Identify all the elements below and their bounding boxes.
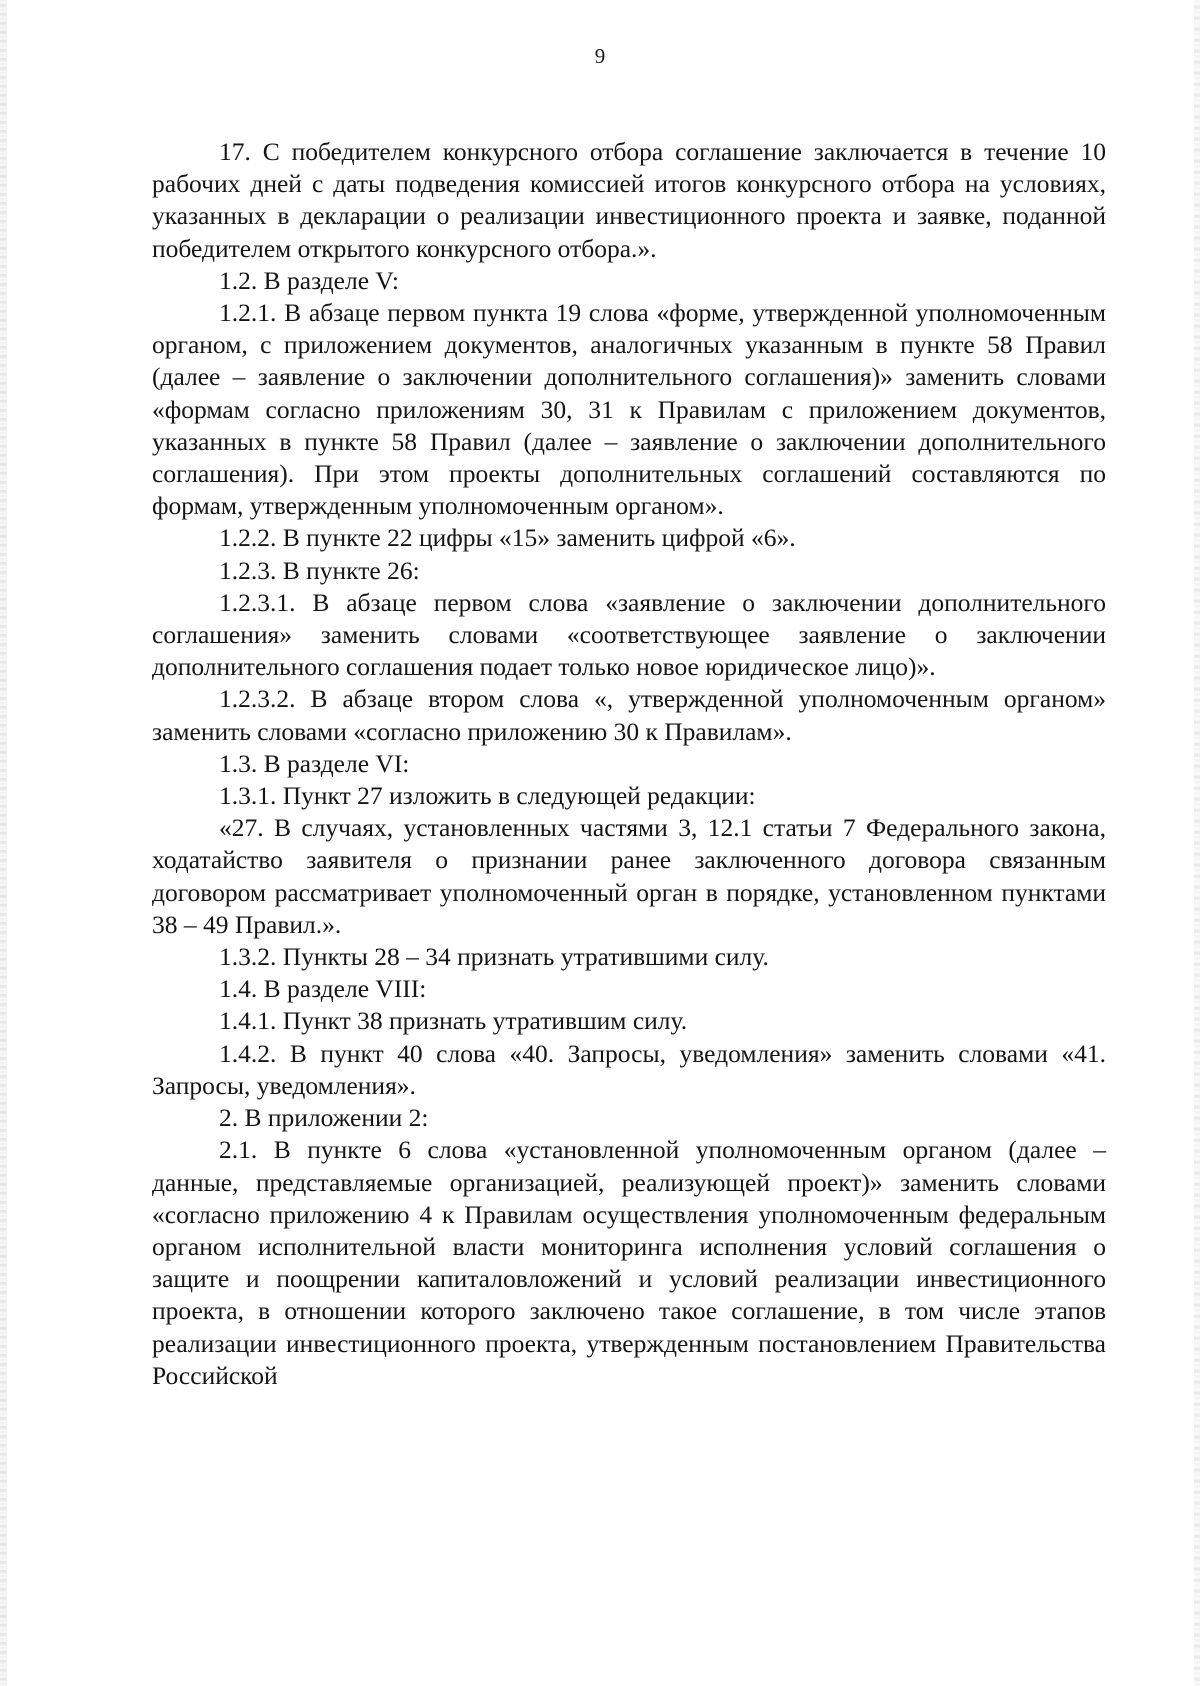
scan-edge-left	[0, 0, 7, 1686]
paragraph-1-3-2: 1.3.2. Пункты 28 – 34 признать утратившими силу.	[219, 942, 769, 972]
paragraph-1-2-3: 1.2.3. В пункте 26:	[219, 555, 420, 585]
paragraph-1-4-1: 1.4.1. Пункт 38 признать утратившим силу.	[219, 1006, 688, 1036]
paragraph-1-2-3-2: 1.2.3.2. В абзаце втором слова «, утвержденной уполномоченным органом» заменить словами «согласно приложению 30 к Правилам».	[152, 684, 1106, 746]
paragraph-2-1: 2.1. В пункте 6 слова «установленной уполномоченным органом (далее – данные, представляемые организацией, реализующей проект)» заменить словами «согласно приложению 4 к Правилам осуществления уполномоченным федеральным органом исполнительной власти мониторинга исполнения условий соглашения о защите и поощрении капиталовложений и условий реализации инвестиционного проекта, в отношении которого заключено такое соглашение, в том числе этапов реализации инвестиционного проекта, утвержденным постановлением Правительства Российской	[152, 1135, 1106, 1390]
paragraph-1-3-1: 1.3.1. Пункт 27 изложить в следующей редакции:	[219, 781, 756, 811]
paragraph-1-2-2: 1.2.2. В пункте 22 цифры «15» заменить цифрой «6».	[219, 523, 796, 553]
paragraph-2-appendix-2: 2. В приложении 2:	[219, 1103, 429, 1133]
page-number: 9	[594, 44, 606, 68]
document-body	[152, 136, 1106, 1392]
paragraph-1-2-3-1: 1.2.3.1. В абзаце первом слова «заявление о заключении дополнительного соглашения» заменить словами «соответствующее заявление о заключении дополнительного соглашения подает только новое юридическое лицо)».	[152, 587, 1106, 682]
paragraph-1-3-section-vi: 1.3. В разделе VI:	[219, 748, 410, 778]
paragraph-1-2-1: 1.2.1. В абзаце первом пункта 19 слова «форме, утвержденной уполномоченным органом, с приложением документов, аналогичных указанным в пункте 58 Правил (далее – заявление о заключении дополнительного соглашения)» заменить словами «формам согласно приложениям 30, 31 к Правилам с приложением документов, указанных в пункте 58 Правил (далее – заявление о заключении дополнительного соглашения). При этом проекты дополнительных соглашений составляются по формам, утвержденным уполномоченным органом».	[152, 298, 1106, 521]
paragraph-27-quote: «27. В случаях, установленных частями 3, 12.1 статьи 7 Федерального закона, ходатайство заявителя о признании ранее заключенного договора связанным договором рассматривает уполномоченный орган в порядке, установленном пунктами 38 – 49 Правил.».	[152, 813, 1106, 939]
scan-edge-right	[1194, 0, 1200, 1686]
paragraph-1-4-section-viii: 1.4. В разделе VIII:	[219, 974, 427, 1004]
paragraph-17-agreement: 17. С победителем конкурсного отбора соглашение заключается в течение 10 рабочих дней с даты подведения комиссией итогов конкурсного отбора на условиях, указанных в декларации о реализации инвестиционного проекта и заявке, поданной победителем открытого конкурсного отбора.».	[152, 137, 1106, 263]
paragraph-1-2-section-v: 1.2. В разделе V:	[219, 265, 400, 295]
paragraph-1-4-2: 1.4.2. В пункт 40 слова «40. Запросы, уведомления» заменить словами «41. Запросы, уведомления».	[152, 1038, 1106, 1100]
